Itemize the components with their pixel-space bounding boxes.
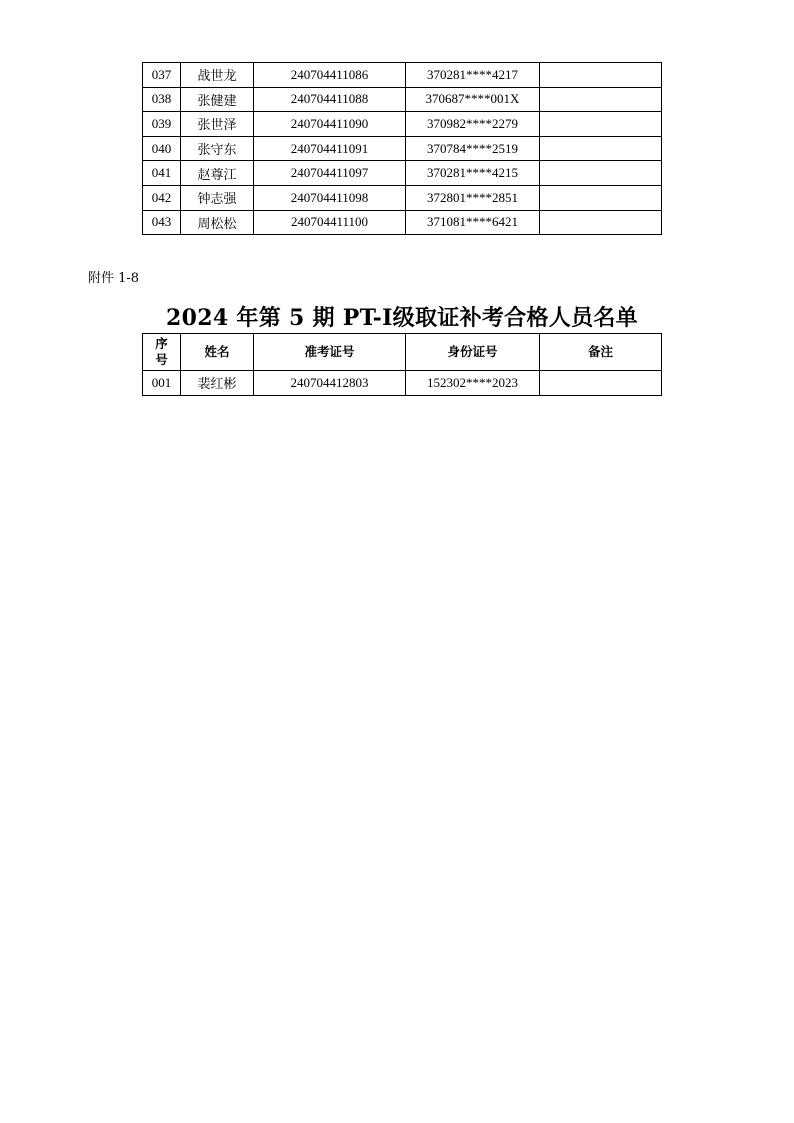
cell-id-card: 370281****4215 — [406, 161, 540, 186]
header-name: 姓名 — [181, 334, 254, 371]
cell-no: 042 — [143, 185, 181, 210]
header-note: 备注 — [540, 334, 662, 371]
cell-note — [540, 210, 662, 235]
header-no-line2: 号 — [155, 352, 168, 367]
cell-exam-id: 240704411091 — [254, 136, 406, 161]
header-no-line1: 序 — [155, 336, 168, 351]
cell-no: 039 — [143, 112, 181, 137]
header-no — [143, 334, 181, 371]
cell-name: 赵尊江 — [181, 161, 254, 186]
cell-name: 张世泽 — [181, 112, 254, 137]
cell-no: 040 — [143, 136, 181, 161]
roster-table-continued — [142, 62, 662, 235]
roster-table — [142, 333, 662, 396]
table-row — [143, 185, 662, 210]
cell-exam-id: 240704411088 — [254, 87, 406, 112]
cell-exam-id: 240704412803 — [254, 371, 406, 396]
table-row — [143, 112, 662, 137]
cell-note — [540, 112, 662, 137]
cell-note — [540, 371, 662, 396]
cell-name: 张守东 — [181, 136, 254, 161]
cell-id-card: 371081****6421 — [406, 210, 540, 235]
cell-id-card: 370687****001X — [406, 87, 540, 112]
cell-no: 001 — [143, 371, 181, 396]
table-row — [143, 87, 662, 112]
cell-note — [540, 87, 662, 112]
cell-exam-id: 240704411090 — [254, 112, 406, 137]
cell-exam-id: 240704411097 — [254, 161, 406, 186]
cell-exam-id: 240704411100 — [254, 210, 406, 235]
cell-note — [540, 63, 662, 88]
cell-no: 041 — [143, 161, 181, 186]
cell-exam-id: 240704411086 — [254, 63, 406, 88]
table-row — [143, 161, 662, 186]
cell-no: 037 — [143, 63, 181, 88]
cell-no: 043 — [143, 210, 181, 235]
cell-name: 战世龙 — [181, 63, 254, 88]
table-header-row — [143, 334, 662, 371]
cell-exam-id: 240704411098 — [254, 185, 406, 210]
cell-note — [540, 161, 662, 186]
page-title: 2024 年第 5 期 PT-Ⅰ级取证补考合格人员名单 — [166, 305, 638, 331]
table-row — [143, 136, 662, 161]
cell-id-card: 370784****2519 — [406, 136, 540, 161]
cell-no: 038 — [143, 87, 181, 112]
table-row — [143, 63, 662, 88]
cell-name: 张健建 — [181, 87, 254, 112]
table-row — [143, 371, 662, 396]
cell-id-card: 372801****2851 — [406, 185, 540, 210]
cell-name: 裴红彬 — [181, 371, 254, 396]
cell-note — [540, 185, 662, 210]
attachment-label: 附件 1-8 — [88, 271, 140, 286]
cell-name: 周松松 — [181, 210, 254, 235]
header-exam-id: 准考证号 — [254, 334, 406, 371]
table-row — [143, 210, 662, 235]
cell-note — [540, 136, 662, 161]
cell-id-card: 370281****4217 — [406, 63, 540, 88]
header-id-card: 身份证号 — [406, 334, 540, 371]
cell-name: 钟志强 — [181, 185, 254, 210]
cell-id-card: 370982****2279 — [406, 112, 540, 137]
cell-id-card: 152302****2023 — [406, 371, 540, 396]
